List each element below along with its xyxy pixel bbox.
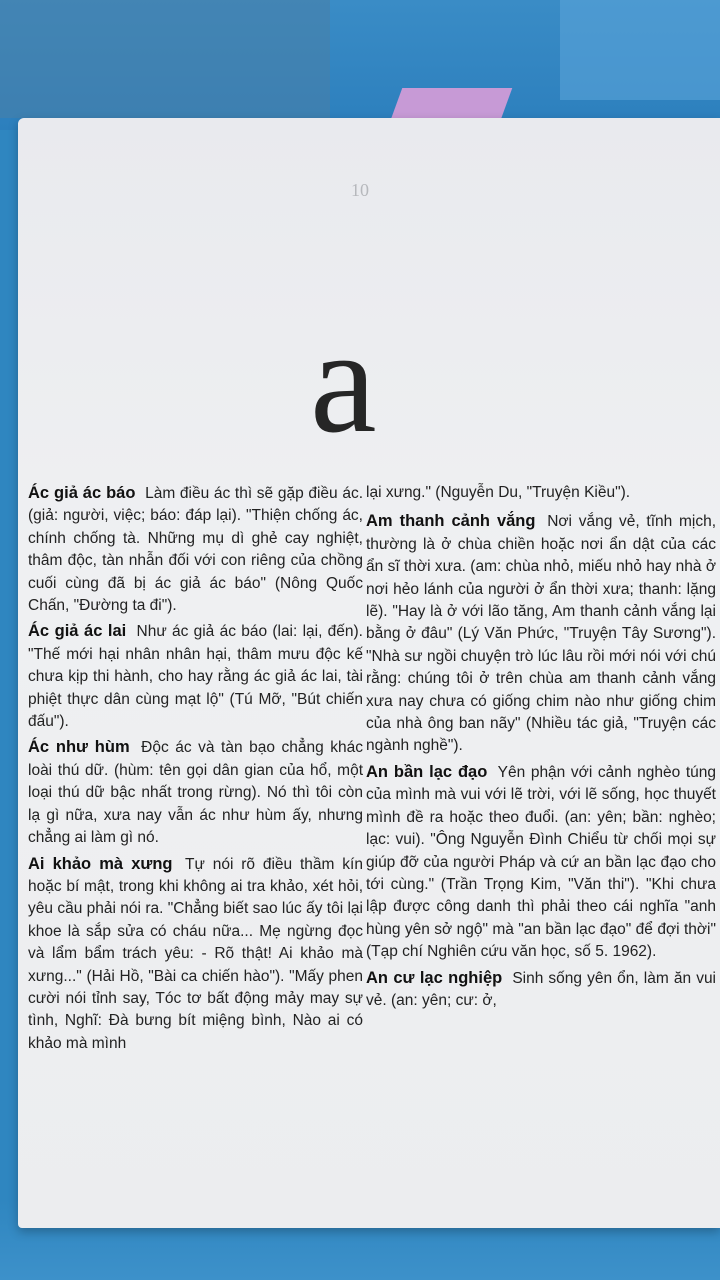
- entry-continuation: lại xưng." (Nguyễn Du, "Truyện Kiều").: [366, 484, 631, 501]
- entry-definition: Như ác giả ác báo (lai: lại, đến). "Thế mới hại nhân nhân hại, thâm mưu độc kế chưa kịp thi hành, cho hay rằng ác giả ác lai, tài phiệt thực dân cùng mạt lộ" (Tú Mỡ, "Bút chiến đấu").: [28, 623, 363, 731]
- entry-headword: Ai khảo mà xưng: [28, 854, 173, 873]
- entry-definition: Độc ác và tàn bạo chẳng khác loài thú dữ. (hùm: tên gọi dân gian của hổ, một loại thú dữ bậc nhất trong rừng). Nó thì tôi còn lạ gì nữa, xưa nay vẫn ác như hùm ấy, nhưng chẳng ai làm gì nó.: [28, 739, 363, 847]
- entry-headword: Ác giả ác lai: [28, 622, 127, 641]
- section-letter: a: [310, 298, 377, 464]
- dictionary-entry: [366, 761, 716, 964]
- entry-headword: Ác như hùm: [28, 738, 130, 757]
- background-shape: [560, 0, 720, 100]
- background-shape: [0, 0, 330, 118]
- dictionary-entry: [28, 620, 363, 733]
- background-top: [0, 0, 720, 130]
- entry-definition: Yên phận với cảnh nghèo túng của mình mà vui với lẽ trời, với lẽ sống, học thuyết mình đề ra hoặc theo đuổi. (an: yên; bần: nghèo; lạc: vui). "Ông Nguyễn Đình Chiểu từ chối mọi sự giúp đỡ của người Pháp và cứ an bần lạc đạo cho tới cùng." (Trần Trọng Kim, "Văn thi"). "Khi chưa lập được công danh thì phải theo cái nghĩa "anh hùng yên sở ngộ" mà "an bần lạc đạo" để đợi thời" (Tạp chí Nghiên cứu văn học, số 5. 1962).: [366, 763, 716, 961]
- dictionary-entry: [28, 482, 363, 617]
- page-number: 10: [351, 180, 369, 200]
- right-column: [366, 482, 716, 1015]
- dictionary-entry: [366, 510, 716, 757]
- left-column: [28, 482, 363, 1058]
- entry-definition: Nơi vắng vẻ, tĩnh mịch, thường là ở chùa chiền hoặc nơi ẩn dật của các ẩn sĩ thời xưa. (am: chùa nhỏ, miếu nhỏ hay nhà ở nơi hẻo lánh của người ở ẩn thời xưa; thanh: lặng lẽ). "Hay là ở với lão tăng, Am thanh cảnh vắng lại bằng ở đâu" (Lý Văn Phức, "Truyện Tây Sương"). "Nhà sư ngồi chuyện trò lúc lâu rồi mới nói với chú rằng: chúng tôi ở trên chùa am thanh cảnh vắng xưa nay chưa có giống chim nào như giống chim của nhà ông ban nãy" (Nhiều tác giả, "Truyện các ngành nghề").: [366, 513, 717, 755]
- dictionary-entry: [366, 967, 716, 1013]
- entry-headword: An cư lạc nghiệp: [366, 968, 503, 987]
- entry-definition: Sinh sống yên ổn, làm ăn vui vẻ. (an: yên; cư: ở,: [366, 969, 717, 1009]
- dictionary-entry: [28, 736, 363, 849]
- entry-headword: An bần lạc đạo: [366, 762, 488, 781]
- entry-headword: Am thanh cảnh vắng: [366, 512, 536, 531]
- bleed-through-text: [413, 208, 713, 478]
- entry-definition: Tự nói rõ điều thầm kín hoặc bí mật, trong khi không ai tra khảo, xét hỏi, yêu cầu phải nói ra. "Chẳng biết sao lúc ấy tôi lại khoe là sắp sửa có cháu nữa... Mẹ ngừng đọc và lẩm bẩm trách yêu: - Rõ thật! Ai khảo mà xưng..." (Hải Hồ, "Bài ca chiến hào"). "Mấy phen cười nói tỉnh say, Tóc tơ bất động mảy may sự tình, Nghĩ: Đà bưng bít miệng bình, Nào ai có khảo mà mình: [28, 855, 363, 1052]
- entry-definition: Làm điều ác thì sẽ gặp điều ác. (giả: người, việc; báo: đáp lại). "Thiện chống ác, chính chống tà. Những mụ dì ghẻ cay nghiệt, thâm độc, tàn nhẫn đối với con riêng của chồng cuối cùng đã bị ác giả ác báo" (Nông Quốc Chấn, "Đường ta đi").: [28, 485, 364, 615]
- entry-headword: Ác giả ác báo: [28, 484, 136, 502]
- book-page: [18, 118, 720, 1228]
- dictionary-entry: [28, 853, 363, 1056]
